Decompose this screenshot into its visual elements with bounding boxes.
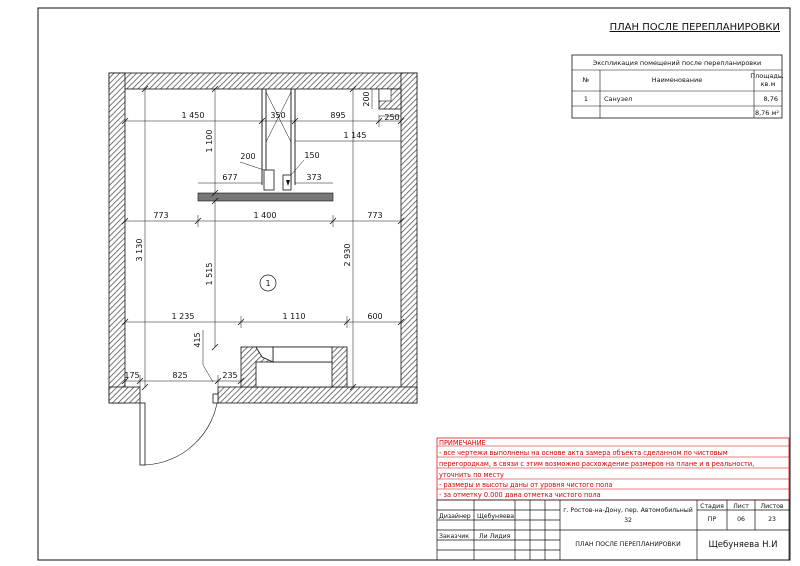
tb-sheet-label: Лист [733,503,749,510]
door [140,394,218,465]
explication-total: 8,76 м² [754,109,779,117]
dim-height-mid: 1 515 [205,262,214,286]
dim-shaft-h: 1 100 [205,129,214,153]
notes-line-4: - размеры и высоты даны от уровня чистого пола [439,481,613,489]
tb-sheets-label: Листов [760,503,784,510]
beam [198,193,333,201]
wall-right [401,73,417,403]
dim-height-left: 3 130 [135,238,144,262]
dim-top-mid: 350 [270,111,286,120]
dim-150: 150 [304,151,320,160]
dim-bot-left: 1 235 [171,312,195,321]
dim-825: 825 [172,371,188,380]
bottom-niche-top [273,347,332,362]
door-swing [145,397,218,465]
notes-line-1: - все чертежи выполнены на основе акта замера объекта сделанном по чистовым [439,449,728,457]
dim-235: 235 [222,371,238,380]
dim-vent-w: 250 [384,113,400,122]
dim-bot-mid: 1 110 [282,312,306,321]
dim-mid-right: 773 [367,211,383,220]
dim-vent-h: 200 [362,91,371,107]
tb-sheet: 06 [737,516,745,523]
dim-top-left: 1 450 [181,111,205,120]
dim-175: 175 [124,371,140,380]
dim-200: 200 [240,152,256,161]
sheet-title: ПЛАН ПОСЛЕ ПЕРЕПЛАНИРОВКИ [609,22,780,33]
tb-designer-name: Щебуняева [477,513,515,520]
dim-bot-right: 600 [367,312,383,321]
explication-row-area: 8,76 [763,95,778,103]
wall-left [109,73,125,403]
notes-title: ПРИМЕЧАНИЕ [439,439,486,447]
wall-bottom-right [218,387,417,403]
room-tag-label: 1 [265,279,271,288]
explication-row-num: 1 [583,95,589,103]
shaft-block-left [264,170,274,190]
tb-designer-label: Дизайнер [439,513,471,520]
dim-top-right: 895 [330,111,346,120]
tb-stage: ПР [707,516,717,523]
dim-height-right: 2 930 [343,243,352,267]
explication-header-name: Наименование [651,76,703,84]
tb-customer-name: Ли Лидия [479,533,511,540]
explication-row-name: Санузел [604,95,633,103]
notes-line-2: перегородкам, в связи с этим возможно расхождение размеров на плане и в реальности, [439,460,755,468]
notes-box [437,438,789,500]
explication-table [572,55,786,118]
tb-address-2: 32 [624,517,632,524]
door-leaf-right [213,394,218,403]
door-leaf [140,403,145,465]
tb-author: Щебуняева Н.И [708,540,778,550]
tb-address-1: г. Ростов-на-Дону, пер. Автомобильный [563,507,693,514]
dim-677: 677 [222,173,238,182]
dim-mid-left: 773 [153,211,169,220]
vent-inner [379,89,391,101]
explication-title: Экспликация помещений после перепланировки [592,59,762,67]
wall-top [109,73,417,89]
dim-shaft-right: 1 145 [343,131,367,140]
bottom-niche-inner [256,362,332,387]
tb-stage-label: Стадия [700,503,724,510]
tb-sheets: 23 [768,516,776,523]
shaft [198,89,333,201]
walls [109,73,417,403]
dim-373: 373 [306,173,322,182]
tb-customer-label: Заказчик [439,533,469,540]
explication-header-area: Площадь, кв.м [750,72,784,88]
dim-415: 415 [193,332,202,348]
tb-drawing-name: ПЛАН ПОСЛЕ ПЕРЕПЛАНИРОВКИ [575,541,681,548]
notes-line-3: уточнить по месту [439,471,504,479]
explication-header-num: № [582,76,590,84]
dim-mid-center: 1 400 [253,211,277,220]
wall-bottom-left [109,387,140,403]
notes-line-5: - за отметку 0.000 дана отметка чистого пола [439,491,601,499]
